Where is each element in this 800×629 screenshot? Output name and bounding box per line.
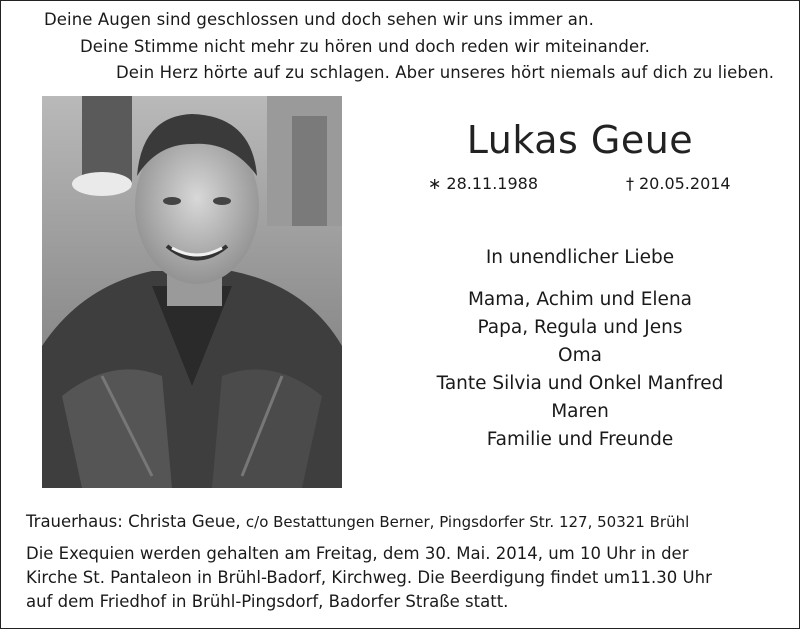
exequien-line-2: Kirche St. Pantaleon in Brühl-Badorf, Kirchweg. Die Beerdigung findet um11.30 Uhr bbox=[26, 568, 712, 587]
trauerhaus-line bbox=[26, 512, 776, 531]
mourners-intro: In unendlicher Liebe bbox=[485, 247, 675, 268]
mourner-line: Tante Silvia und Onkel Manfred bbox=[436, 373, 724, 394]
mourner-line: Oma bbox=[558, 345, 602, 366]
death-date: 20.05.2014 bbox=[639, 174, 731, 193]
verse-line-2: Deine Stimme nicht mehr zu hören und doch reden wir miteinander. bbox=[80, 37, 650, 56]
death-date-row bbox=[626, 174, 731, 193]
mourner-line: Maren bbox=[551, 401, 609, 422]
trauerhaus-address: c/o Bestattungen Berner, Pingsdorfer Str. 127, 50321 Brühl bbox=[245, 513, 690, 531]
portrait-illustration bbox=[42, 96, 342, 488]
trauerhaus-label: Trauerhaus: Christa Geue, bbox=[26, 512, 241, 531]
mourner-line: Mama, Achim und Elena bbox=[467, 289, 693, 310]
birth-date-row bbox=[428, 174, 538, 193]
exequien-line-3: auf dem Friedhof in Brühl-Pingsdorf, Badorfer Straße statt. bbox=[26, 592, 509, 611]
portrait-photo bbox=[42, 96, 342, 488]
verse-line-3: Dein Herz hörte auf zu schlagen. Aber unseres hört niemals auf dich zu lieben. bbox=[116, 63, 775, 82]
exequien-line-1: Die Exequien werden gehalten am Freitag, dem 30. Mai. 2014, um 10 Uhr in der bbox=[26, 544, 689, 563]
deceased-name: Lukas Geue bbox=[466, 118, 694, 162]
mourner-line: Familie und Freunde bbox=[486, 429, 674, 450]
death-cross-icon: † bbox=[626, 174, 634, 193]
birth-star-icon: ∗ bbox=[428, 174, 442, 193]
birth-date: 28.11.1988 bbox=[446, 174, 539, 193]
mourner-line: Papa, Regula und Jens bbox=[477, 317, 683, 338]
verse-line-1: Deine Augen sind geschlossen und doch sehen wir uns immer an. bbox=[44, 10, 594, 29]
mourners-list bbox=[360, 286, 800, 454]
